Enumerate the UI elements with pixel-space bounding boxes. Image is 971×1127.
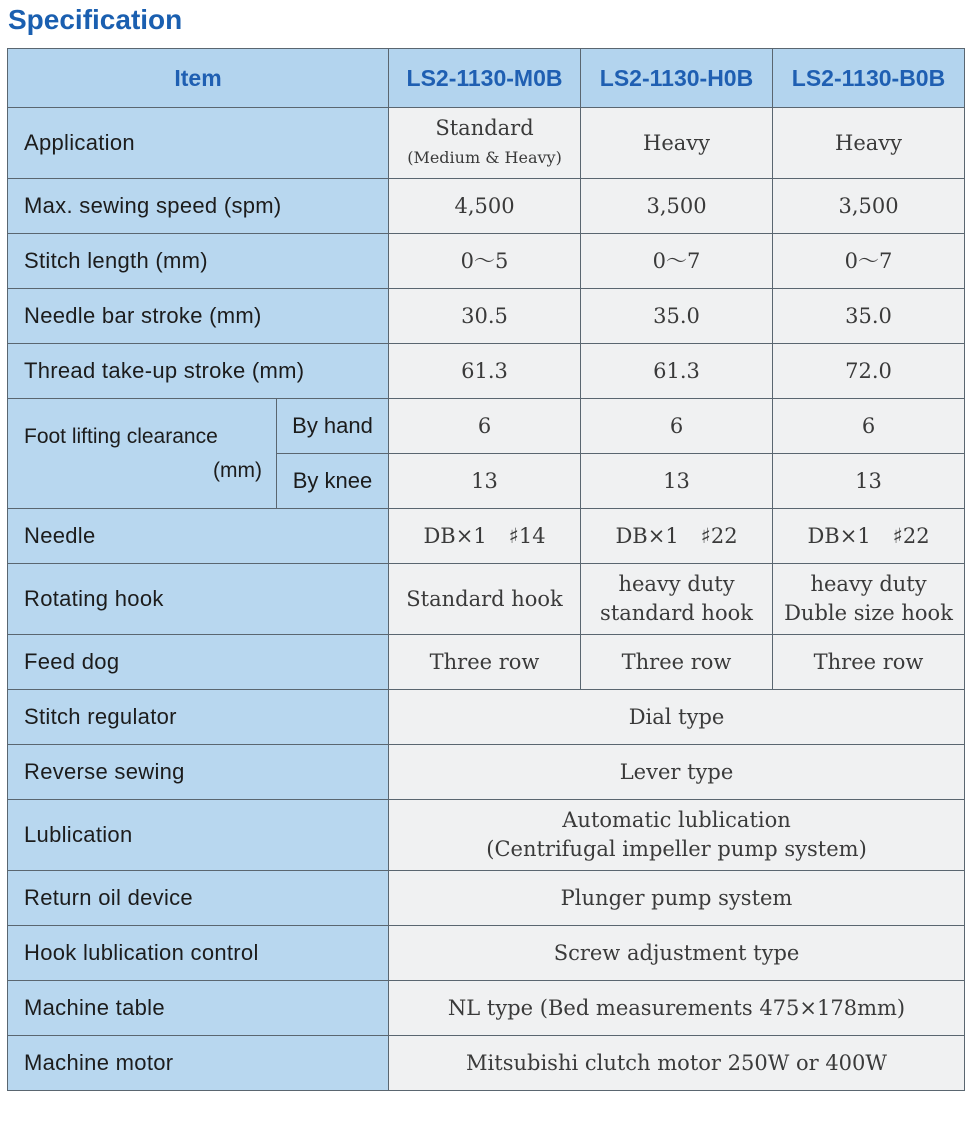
cell-value: Mitsubishi clutch motor 250W or 400W [389, 1036, 965, 1091]
needle-size: ♯22 [892, 523, 930, 548]
cell-value: 3,500 [773, 179, 965, 234]
cell-value: 6 [773, 399, 965, 454]
cell-value: NL type (Bed measurements 475×178mm) [389, 981, 965, 1036]
cell-value: 4,500 [389, 179, 581, 234]
row-foot-lift-hand [8, 399, 965, 454]
cell-value: 61.3 [581, 344, 773, 399]
needle-type: DB×1 [423, 523, 487, 548]
cell-lublication [389, 800, 965, 871]
cell-value: Dial type [389, 690, 965, 745]
hook-line1: heavy duty [810, 572, 927, 596]
cell-value: 13 [773, 454, 965, 509]
row-label: Application [8, 108, 389, 179]
cell-hook-m0b: Standard hook [389, 564, 581, 635]
row-label: Max. sewing speed (spm) [8, 179, 389, 234]
cell-hook-h0b [581, 564, 773, 635]
header-row [8, 49, 965, 108]
row-return-oil [8, 871, 965, 926]
cell-value: 0～7 [581, 234, 773, 289]
cell-value: 72.0 [773, 344, 965, 399]
header-model-h0b: LS2-1130-H0B [581, 49, 773, 108]
cell-application-h0b: Heavy [581, 108, 773, 179]
cell-value: 6 [581, 399, 773, 454]
row-label: Rotating hook [8, 564, 389, 635]
lublication-line2: (Centrifugal impeller pump system) [486, 837, 867, 861]
needle-type: DB×1 [615, 523, 679, 548]
row-label: Needle bar stroke (mm) [8, 289, 389, 344]
row-lublication [8, 800, 965, 871]
cell-value: 6 [389, 399, 581, 454]
cell-needle-m0b [389, 509, 581, 564]
sub-label-by-knee: By knee [277, 454, 389, 509]
cell-value: 35.0 [773, 289, 965, 344]
row-label: Machine motor [8, 1036, 389, 1091]
row-thread-takeup [8, 344, 965, 399]
row-label: Machine table [8, 981, 389, 1036]
row-application [8, 108, 965, 179]
spec-table [7, 48, 965, 1091]
row-stitch-regulator [8, 690, 965, 745]
foot-lift-label-line2: (mm) [213, 458, 262, 482]
row-rotating-hook [8, 564, 965, 635]
row-label: Stitch regulator [8, 690, 389, 745]
row-speed [8, 179, 965, 234]
cell-application-b0b: Heavy [773, 108, 965, 179]
row-stitch-length [8, 234, 965, 289]
cell-needle-b0b [773, 509, 965, 564]
cell-application-m0b [389, 108, 581, 179]
cell-value: Plunger pump system [389, 871, 965, 926]
needle-size: ♯14 [508, 523, 546, 548]
cell-value: 30.5 [389, 289, 581, 344]
cell-hook-b0b [773, 564, 965, 635]
cell-value: 13 [581, 454, 773, 509]
needle-type: DB×1 [807, 523, 871, 548]
application-sub: (Medium & Heavy) [407, 148, 562, 167]
row-label: Stitch length (mm) [8, 234, 389, 289]
header-model-m0b: LS2-1130-M0B [389, 49, 581, 108]
row-hook-lublication [8, 926, 965, 981]
row-needle-bar [8, 289, 965, 344]
cell-value: 0～7 [773, 234, 965, 289]
row-feed-dog [8, 635, 965, 690]
cell-value: 3,500 [581, 179, 773, 234]
application-main: Standard [435, 116, 534, 140]
page-title: Specification [8, 4, 183, 35]
cell-value: Three row [389, 635, 581, 690]
header-item: Item [8, 49, 389, 108]
row-label: Return oil device [8, 871, 389, 926]
row-label: Thread take-up stroke (mm) [8, 344, 389, 399]
lublication-line1: Automatic lublication [562, 808, 791, 832]
cell-value: Three row [773, 635, 965, 690]
cell-value: Three row [581, 635, 773, 690]
hook-line2: Duble size hook [784, 601, 953, 625]
cell-value: 61.3 [389, 344, 581, 399]
row-needle [8, 509, 965, 564]
hook-line1: heavy duty [618, 572, 735, 596]
row-reverse-sewing [8, 745, 965, 800]
hook-line2: standard hook [600, 601, 753, 625]
cell-value: 0～5 [389, 234, 581, 289]
cell-value: Screw adjustment type [389, 926, 965, 981]
row-label: Lublication [8, 800, 389, 871]
row-label: Needle [8, 509, 389, 564]
foot-lift-label [8, 399, 277, 509]
row-label: Feed dog [8, 635, 389, 690]
needle-size: ♯22 [700, 523, 738, 548]
sub-label-by-hand: By hand [277, 399, 389, 454]
cell-needle-h0b [581, 509, 773, 564]
cell-value: 35.0 [581, 289, 773, 344]
header-model-b0b: LS2-1130-B0B [773, 49, 965, 108]
row-machine-motor [8, 1036, 965, 1091]
row-label: Reverse sewing [8, 745, 389, 800]
row-machine-table [8, 981, 965, 1036]
cell-value: Lever type [389, 745, 965, 800]
row-label: Hook lublication control [8, 926, 389, 981]
cell-value: 13 [389, 454, 581, 509]
foot-lift-label-line1: Foot lifting clearance [24, 424, 218, 448]
